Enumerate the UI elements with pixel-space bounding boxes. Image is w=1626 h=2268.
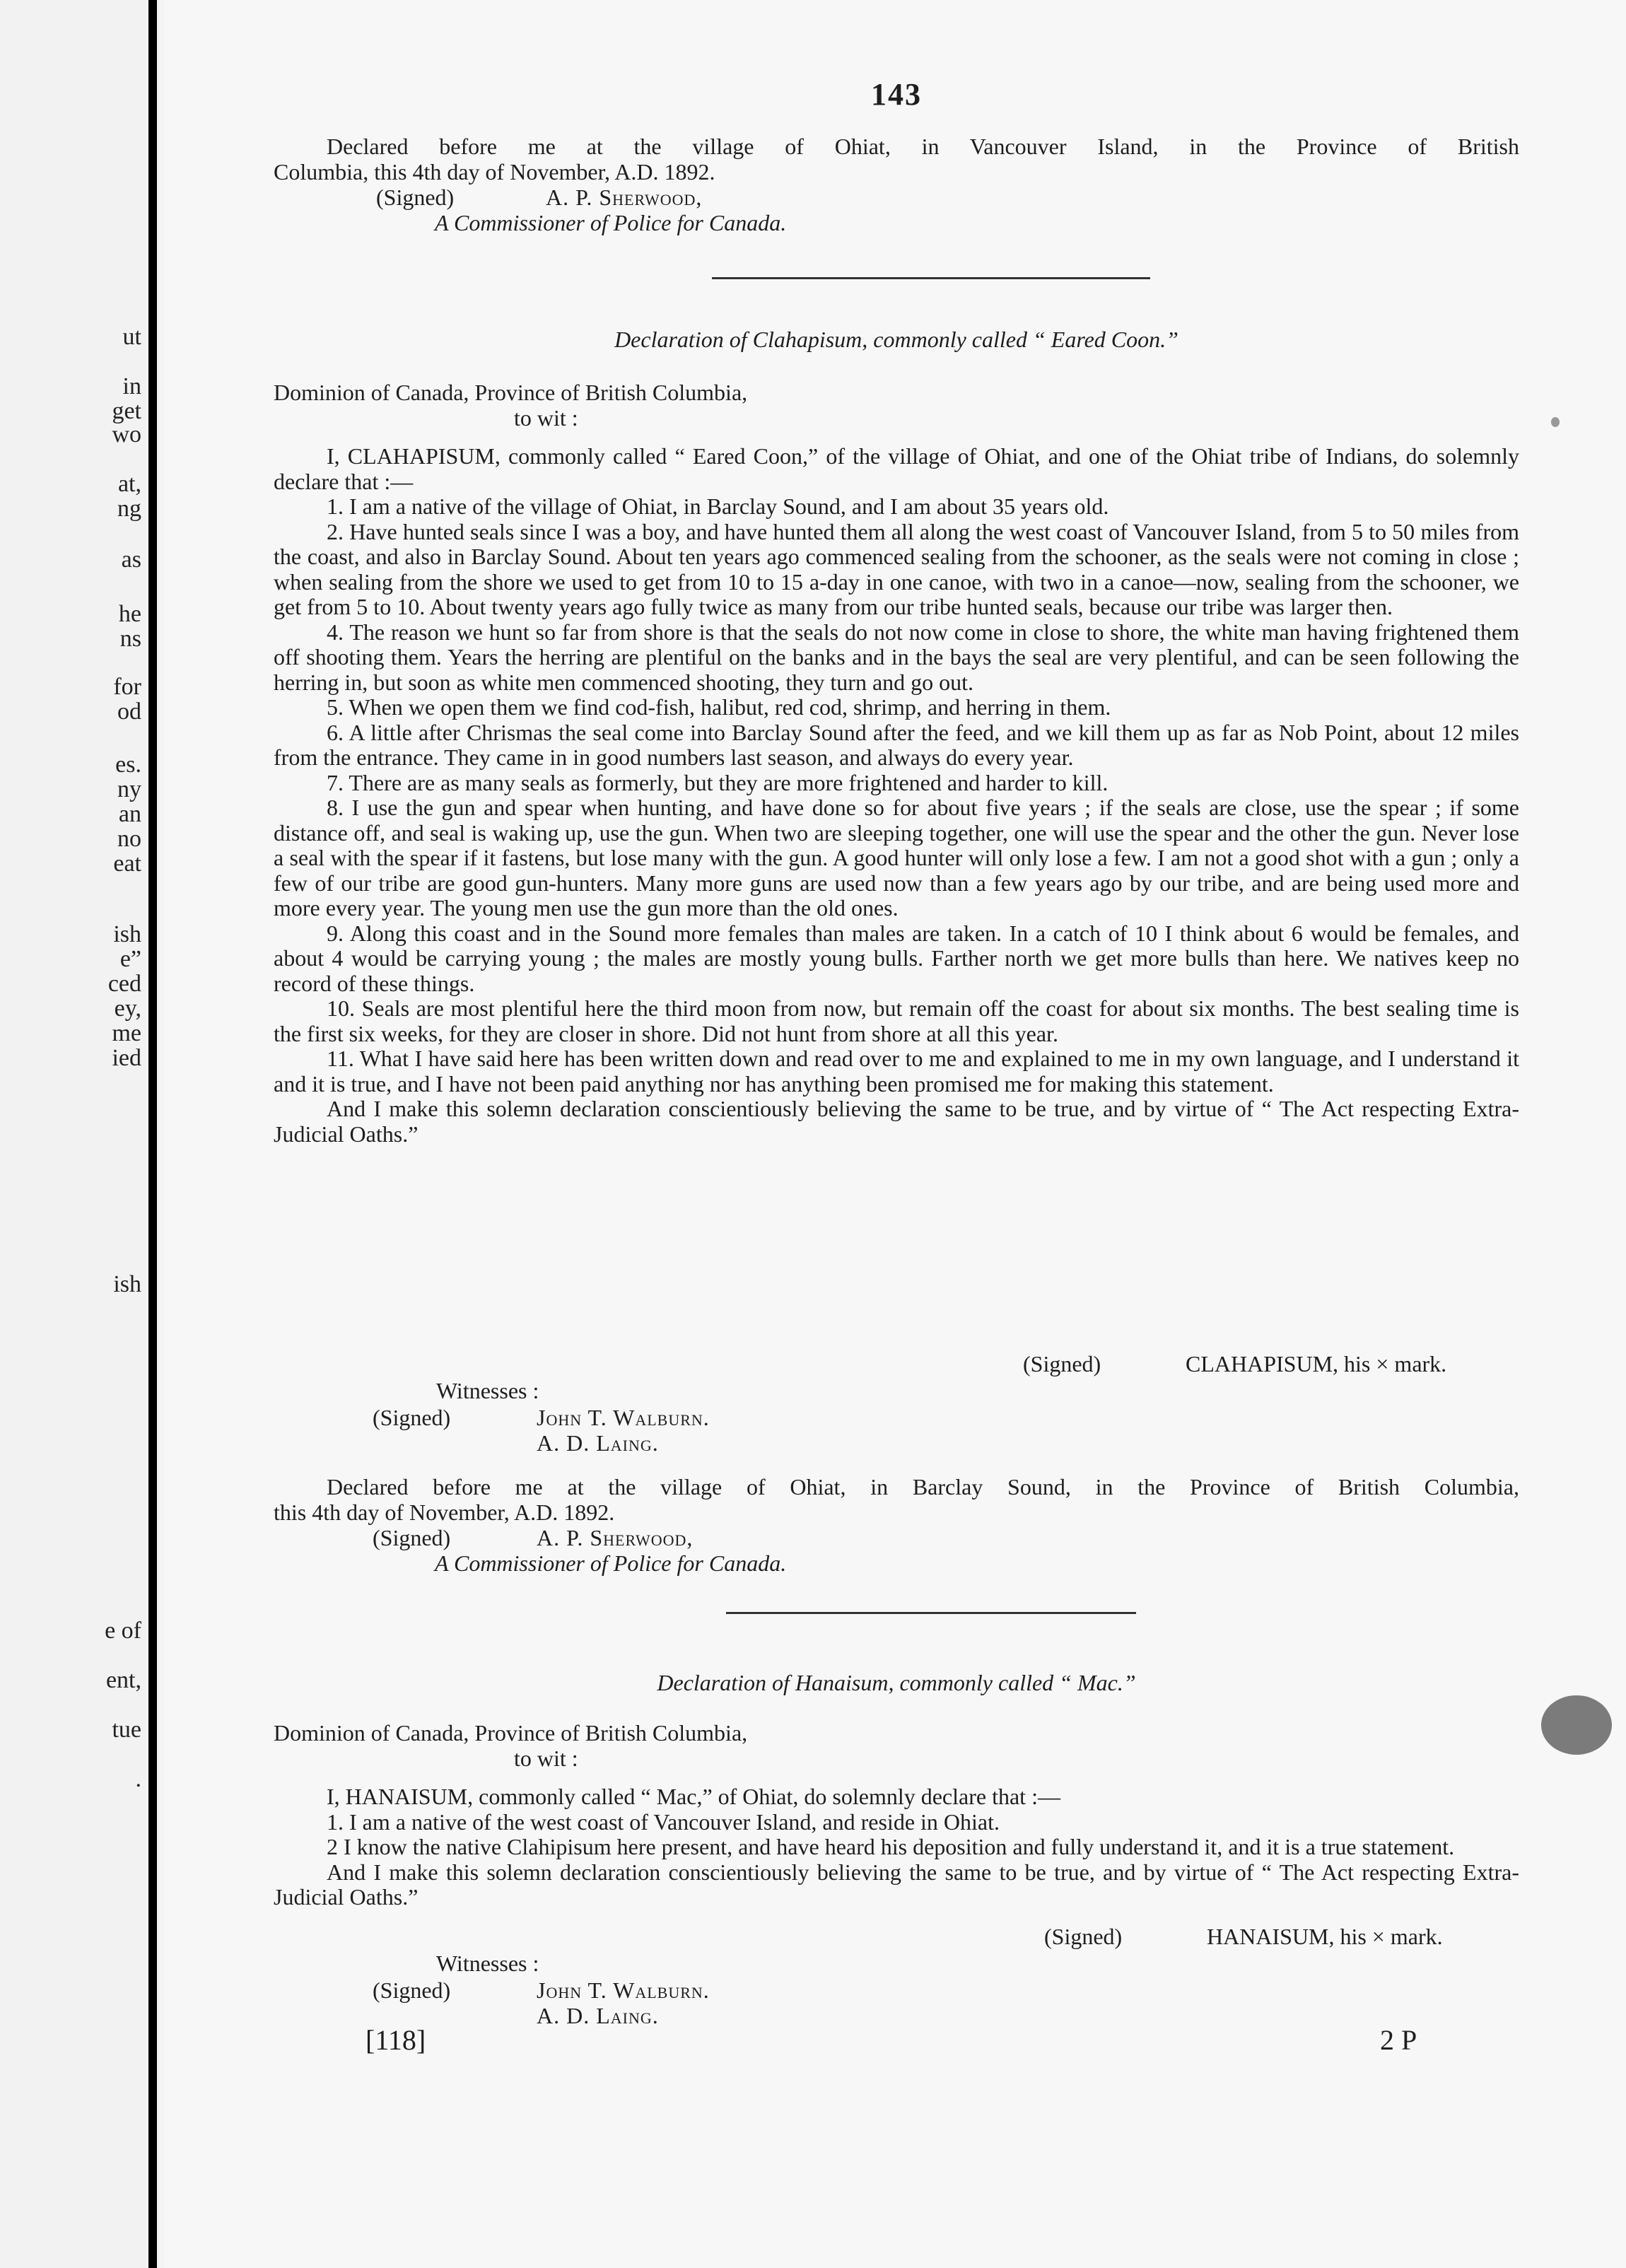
- declaration-1-item: 1. I am a native of the village of Ohiat, in Barclay Sound, and I am about 35 years old.: [327, 493, 1109, 519]
- facing-page-fragment: an: [118, 801, 141, 827]
- facing-page-fragment: ced: [107, 971, 141, 997]
- facing-page-fragment: for: [113, 674, 141, 700]
- facing-page-fragment: eat: [113, 850, 141, 877]
- declaration-2-signed: (Signed): [1044, 1924, 1123, 1949]
- declaration-1-item: 8. I use the gun and spear when hunting, and have done so for about five years ; if the seals are close, use the spear ; if some distance off, and seal is waking up, use the gun. When two are sleeping together, one will use the spear and the other the gun. Never lose a seal with the spear if it fastens, but lose many with the gun. A good hunter will only lose a few. I am not a good shot with a gun ; only a few of our tribe are good gun-hunters. Many more guns are used now than a few years ago by our tribe, and are being used more and more every year. The young men use the gun more than the old ones.: [274, 795, 1519, 920]
- facing-page-fragment: ns: [119, 626, 141, 652]
- declaration-1-officer: A. P. Sherwood,: [537, 1525, 694, 1550]
- declaration-1-item: 2. Have hunted seals since I was a boy, and have hunted them all along the west coast of Vancouver Island, from 5 to 50 miles from the coast, and also in Barclay Sound. About ten years ago commenced sealing from the schooner, as the seals were not coming in close ; when sealing from the shore we used to get from 10 to 15 a-day in one canoe, with two in a canoe—now, sealing from the schooner, we get from 5 to 10. About twenty years ago fully twice as many from our tribe hunted seals, because our tribe was larger then.: [274, 518, 1519, 619]
- declaration-1-dominion: Dominion of Canada, Province of British Columbia,: [274, 380, 748, 405]
- document-page: [164, 0, 1626, 2268]
- top-signer: A. P. Sherwood,: [546, 185, 703, 210]
- declaration-2-closing: And I make this solemn declaration conscientiously believing the same to be true, and by virtue of “ The Act respecting Extra-Judicial Oaths.”: [274, 1859, 1519, 1910]
- declaration-1-witness-signed: (Signed): [373, 1405, 451, 1430]
- facing-page-fragment: as: [121, 546, 141, 573]
- declaration-1-signed: (Signed): [1023, 1351, 1101, 1376]
- declaration-1-item: 4. The reason we hunt so far from shore is that the seals do not now come in close to shore, the white man having frightened them off shooting them. Years the herring are plentiful on the banks and in the bays the seal are very plentiful, and can be seen following the herring in, but soon as white men commenced shooting, they turn and go out.: [274, 619, 1519, 695]
- declaration-2-witnesses-label: Witnesses :: [436, 1951, 539, 1976]
- facing-page-fragment: e of: [105, 1618, 141, 1644]
- declaration-2-item: 1. I am a native of the west coast of Vancouver Island, and reside in Ohiat.: [327, 1808, 1000, 1835]
- top-declared-line1: Declared before me at the village of Ohiat, in Vancouver Island, in the Province of British: [327, 134, 1519, 159]
- section-divider-2: [726, 1612, 1136, 1614]
- declaration-2-to-wit: to wit :: [514, 1746, 578, 1771]
- facing-page-fragment: get: [112, 398, 141, 424]
- declaration-2-intro: I, HANAISUM, commonly called “ Mac,” of Ohiat, do solemnly declare that :—: [327, 1784, 1060, 1809]
- facing-page-fragment: ied: [112, 1045, 141, 1071]
- top-commissioner: A Commissioner of Police for Canada.: [435, 210, 787, 235]
- facing-page-fragment: od: [117, 698, 141, 725]
- declaration-2-witness-1: John T. Walburn.: [537, 1977, 710, 2003]
- declaration-1-witness-1: John T. Walburn.: [537, 1405, 710, 1430]
- facing-page-fragment: me: [112, 1020, 141, 1046]
- declaration-1-witnesses-label: Witnesses :: [436, 1378, 539, 1403]
- signature-mark: 2 P: [1380, 2024, 1417, 2056]
- declaration-1-to-wit: to wit :: [514, 405, 578, 431]
- facing-page-fragment: tue: [112, 1717, 141, 1743]
- paper-blemish: [1541, 1695, 1612, 1755]
- declaration-2-title: Declaration of Hanaisum, commonly called “ Mac.”: [657, 1670, 1136, 1695]
- facing-page-fragment: .: [135, 1766, 141, 1792]
- declaration-1-witness-2: A. D. Laing.: [537, 1430, 659, 1456]
- declaration-1-intro: I, CLAHAPISUM, commonly called “ Eared Coon,” of the village of Ohiat, and one of the Ohiat tribe of Indians, do solemnly declare that :—: [274, 443, 1519, 494]
- declaration-1-item: 9. Along this coast and in the Sound more females than males are taken. In a catch of 10 I think about 6 would be females, and about 4 would be carrying young ; the males are mostly young bulls. Farther north we get more bulls than here. We natives keep no record of these things.: [274, 920, 1519, 996]
- facing-page-fragment: he: [118, 601, 141, 627]
- facing-page-fragment: at,: [117, 471, 141, 497]
- declaration-1-item: 11. What I have said here has been written down and read over to me and explained to me in my own language, and I understand it and it is true, and I have not been paid anything nor has anything been promised me for making this statement.: [274, 1046, 1519, 1097]
- declaration-1-declared-block: [274, 1475, 1519, 1525]
- declaration-2-witness-signed: (Signed): [373, 1977, 451, 2003]
- facing-page-fragment: ut: [122, 324, 141, 350]
- top-declared-line2: Columbia, this 4th day of November, A.D. 1892.: [274, 158, 715, 185]
- declaration-1-item: 5. When we open them we find cod-fish, halibut, red cod, shrimp, and herring in them.: [327, 694, 1111, 720]
- signature-mark: [118]: [365, 2024, 426, 2056]
- facing-page-fragment: ng: [117, 496, 141, 522]
- declaration-1-item: 7. There are as many seals as formerly, but they are more frightened and harder to kill.: [327, 769, 1109, 795]
- declaration-1-item: 6. A little after Chrismas the seal come into Barclay Sound after the feed, and we kill them up as far as Nob Point, about 12 miles from the entrance. They came in in good numbers last season, and always do every year.: [274, 719, 1519, 770]
- declaration-1-body: [274, 444, 1519, 1147]
- facing-page-fragment: ey,: [114, 995, 141, 1022]
- facing-page-fragment: ish: [113, 1271, 141, 1297]
- declaration-2-body: [274, 1784, 1519, 1910]
- top-declared-block: [274, 134, 1519, 185]
- page-number: 143: [871, 77, 922, 112]
- facing-page-fragment: in: [122, 373, 141, 399]
- declaration-1-item: 10. Seals are most plentiful here the third moon from now, but remain off the coast for about six months. The best sealing time is the first six weeks, for they are closer in shore. Did not hunt from shore at all this year.: [274, 995, 1519, 1046]
- section-divider-1: [712, 277, 1150, 279]
- declaration-1-declared-line1: Declared before me at the village of Ohiat, in Barclay Sound, in the Province of British Columbia,: [327, 1474, 1519, 1500]
- facing-page-fragment: ent,: [105, 1667, 141, 1693]
- declaration-1-title: Declaration of Clahapisum, commonly called “ Eared Coon.”: [614, 327, 1178, 352]
- declaration-1-signature: CLAHAPISUM, his × mark.: [1186, 1351, 1447, 1376]
- top-signed: (Signed): [376, 185, 455, 210]
- declaration-1-declared-line2: this 4th day of November, A.D. 1892.: [274, 1499, 615, 1525]
- paper-blemish: [1551, 417, 1560, 427]
- declaration-2-witness-2: A. D. Laing.: [537, 2003, 659, 2028]
- facing-page-fragment: wo: [112, 421, 141, 448]
- facing-page-fragment: ny: [117, 776, 141, 802]
- declaration-2-signature: HANAISUM, his × mark.: [1207, 1924, 1443, 1949]
- declaration-2-item: 2 I know the native Clahipisum here present, and have heard his deposition and fully understand it, and it is a true statement.: [327, 1834, 1455, 1859]
- facing-page-fragment: ish: [113, 921, 141, 947]
- declaration-1-officer-signed: (Signed): [373, 1525, 451, 1550]
- facing-page-fragment: es.: [115, 752, 141, 778]
- declaration-2-dominion: Dominion of Canada, Province of British Columbia,: [274, 1720, 748, 1746]
- declaration-1-closing: And I make this solemn declaration conscientiously believing the same to be true, and by virtue of “ The Act respecting Extra-Judicial Oaths.”: [274, 1096, 1519, 1147]
- declaration-1-commissioner: A Commissioner of Police for Canada.: [435, 1550, 787, 1576]
- facing-page-fragment: e”: [119, 946, 141, 972]
- facing-page-fragment: no: [117, 826, 141, 852]
